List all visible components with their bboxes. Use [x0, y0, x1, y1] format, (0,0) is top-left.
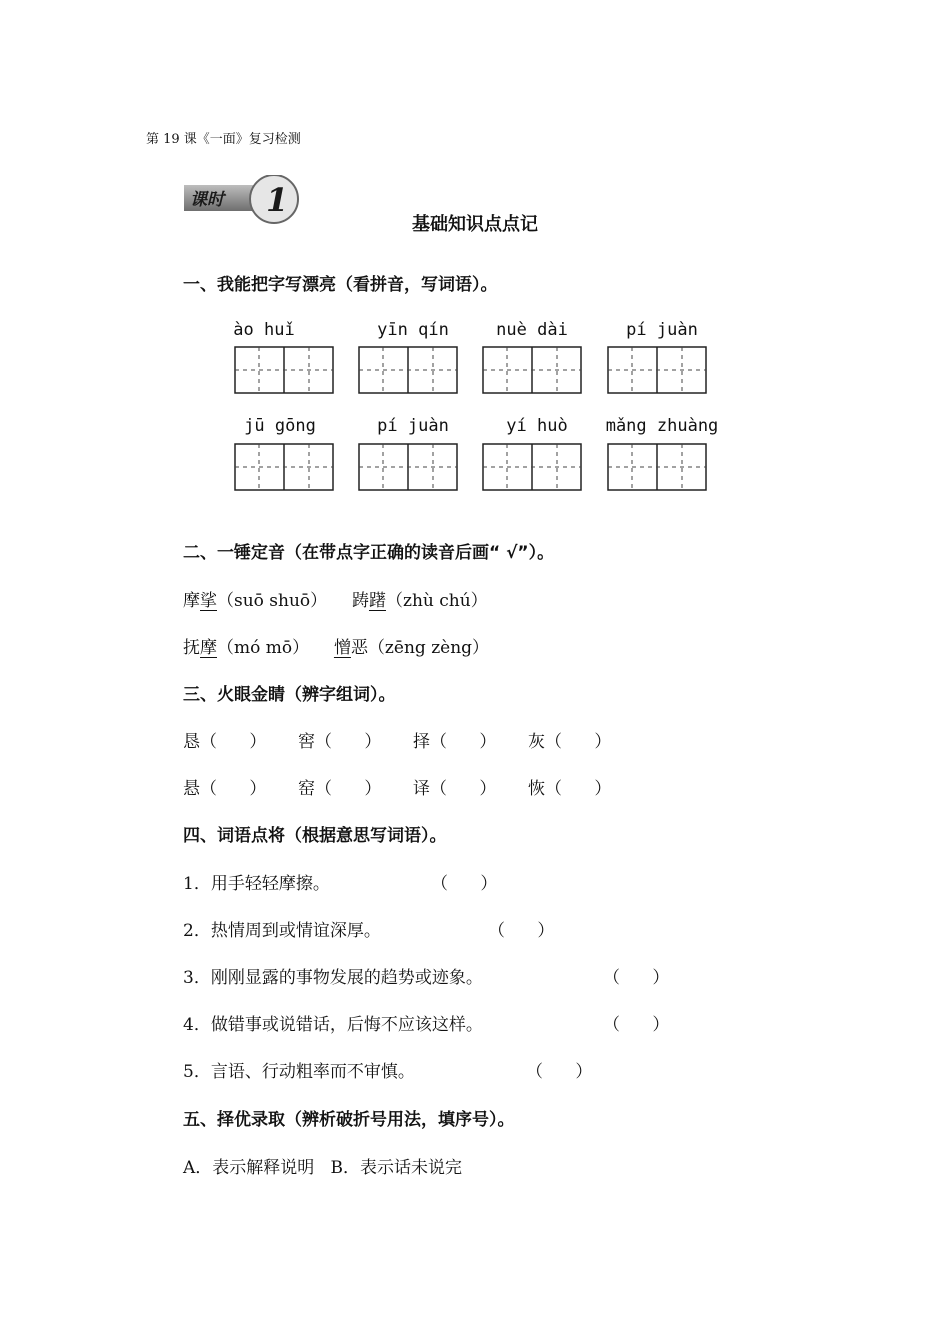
word-char: 踌: [351, 591, 369, 611]
char-compare-item[interactable]: 择（ ）: [413, 732, 497, 752]
pinyin-label: pí juàn: [377, 416, 449, 436]
pinyin-options[interactable]: （mó mō）: [217, 638, 310, 658]
pinyin-label: yīn qín: [377, 320, 449, 340]
writing-grid[interactable]: [358, 443, 458, 491]
section-5-title: 五、择优录取（辨析破折号用法，填序号）。: [183, 1110, 515, 1130]
answer-blank[interactable]: （ ）: [431, 874, 498, 894]
word-char: 恶: [350, 638, 368, 658]
char-compare-item[interactable]: 灰（ ）: [528, 732, 612, 752]
char-compare-item[interactable]: 窑（ ）: [298, 779, 382, 799]
section-4-title: 四、词语点将（根据意思写词语）。: [183, 826, 447, 846]
answer-blank[interactable]: （ ）: [526, 1062, 593, 1082]
section-2-title: 二、一锤定音（在带点字正确的读音后画“ √”）。: [183, 543, 555, 563]
writing-grid[interactable]: [358, 346, 458, 394]
writing-grid[interactable]: [234, 443, 334, 491]
writing-grid[interactable]: [234, 346, 334, 394]
dotted-char: 摩: [200, 638, 217, 658]
badge-text: 课时: [190, 190, 224, 210]
option-list: A．表示解释说明 B．表示话未说完: [183, 1158, 462, 1178]
writing-grid[interactable]: [607, 346, 707, 394]
pinyin-options[interactable]: （zhù chú）: [385, 591, 488, 611]
pinyin-options[interactable]: （zēng zèng）: [367, 638, 490, 658]
definition-item: 1．用手轻轻摩擦。: [183, 874, 330, 894]
pinyin-options[interactable]: （suō shuō）: [217, 591, 328, 611]
writing-grid[interactable]: [482, 346, 582, 394]
pinyin-label: pí juàn: [626, 320, 698, 340]
page-header: 第 19 课《一面》复习检测: [146, 132, 301, 147]
pinyin-label: nuè dài: [496, 320, 568, 340]
subtitle: 基础知识点点记: [412, 214, 538, 235]
answer-blank[interactable]: （ ）: [488, 921, 555, 941]
writing-grid[interactable]: [482, 443, 582, 491]
dotted-char: 憎: [333, 638, 351, 658]
char-compare-item[interactable]: 窖（ ）: [298, 732, 382, 752]
definition-item: 5．言语、行动粗率而不审慎。: [183, 1062, 415, 1082]
definition-item: 3．刚刚显露的事物发展的趋势或迹象。: [183, 968, 483, 988]
word-char: 摩: [183, 591, 200, 611]
char-compare-item[interactable]: 恢（ ）: [528, 779, 612, 799]
section-1-title: 一、我能把字写漂亮（看拼音，写词语）。: [183, 275, 498, 295]
pinyin-label: mǎng zhuàng: [605, 416, 719, 436]
char-compare-item[interactable]: 悬（ ）: [183, 779, 267, 799]
pronunciation-line-2: [183, 633, 489, 658]
dotted-char: 躇: [368, 591, 386, 611]
section-3-title: 三、火眼金睛（辨字组词）。: [183, 685, 396, 705]
answer-blank[interactable]: （ ）: [603, 1015, 670, 1035]
writing-grid[interactable]: [607, 443, 707, 491]
pronunciation-line-1: [183, 586, 488, 611]
answer-blank[interactable]: （ ）: [603, 968, 670, 988]
word-char: 抚: [183, 638, 200, 658]
definition-item: 4．做错事或说错话，后悔不应该这样。: [183, 1015, 483, 1035]
dotted-char: 挲: [200, 591, 217, 611]
pinyin-label: yí huò: [506, 416, 568, 436]
pinyin-label: jū gōng: [244, 416, 316, 436]
badge-number: 1: [266, 181, 289, 219]
char-compare-item[interactable]: 译（ ）: [413, 779, 497, 799]
char-compare-item[interactable]: 恳（ ）: [183, 732, 267, 752]
pinyin-label: ào huǐ: [233, 320, 295, 340]
definition-item: 2．热情周到或情谊深厚。: [183, 921, 381, 941]
